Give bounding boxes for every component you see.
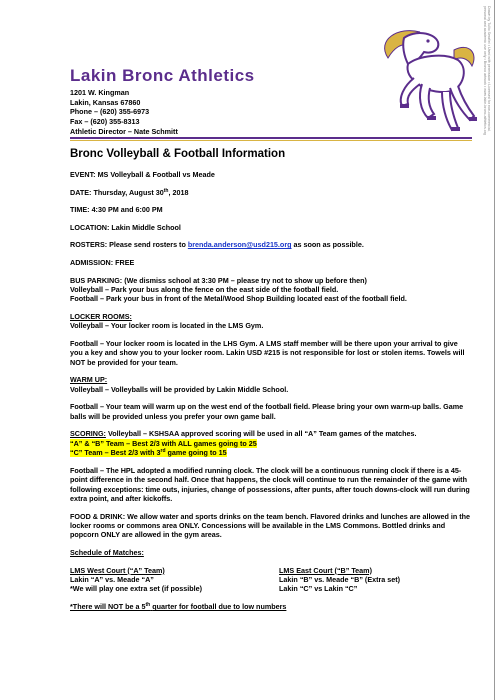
location-line: LOCATION: Lakin Middle School: [70, 222, 181, 232]
bus-parking-section: BUS PARKING: (We dismiss school at 3:30 PM – please try not to show up before then) Volleyball – Park your bus along the fence on the east side of the football field. Football – Park your bus in front of the Metal/Wood Shop Building located east of the football field.: [70, 275, 407, 304]
page-title: Lakin Bronc Athletics: [70, 66, 255, 85]
header-divider-accent: [70, 140, 472, 141]
address-line-2: Lakin, Kansas 67860: [70, 97, 141, 107]
date-line: DATE: Thursday, August 30th, 2018: [70, 187, 189, 197]
west-court-match: Lakin “A” vs. Meade “A”: [70, 575, 154, 584]
artwork-credit: Drawn by Tullio Serafini • Used with permission • Licensed for non-commercial, personal and academic use only • Bronco artwork • www.lakin-bronc-athletics.org: [483, 6, 491, 135]
scoring-highlight-ab: “A” & “B” Team – Best 2/3 with ALL games going to 25: [70, 438, 257, 448]
locker-rooms-section: LOCKER ROOMS: Volleyball – Your locker room is located in the LMS Gym.: [70, 311, 264, 331]
contact-block: [70, 88, 178, 137]
east-court-match-c: Lakin “C” vs Lakin “C”: [279, 584, 358, 594]
food-drink-section: FOOD & DRINK: We allow water and sports drinks on the team bench. Flavored drinks and lunches are allowed in the locker rooms or commons area ONLY. Concessions will be available in the LMS Commons. Bottled drinks and popcorn ONLY are allowed in the gym areas.: [70, 511, 471, 540]
document-heading: Bronc Volleyball & Football Information: [70, 148, 286, 160]
scoring-highlight-c: “C” Team – Best 2/3 with 3rd game going to 15: [70, 448, 227, 458]
east-court-match-b: Lakin “B” vs. Meade “B” (Extra set): [279, 575, 401, 584]
warm-up-section: WARM UP: Volleyball – Volleyballs will be provided by Lakin Middle School.: [70, 375, 289, 394]
east-court-title: LMS East Court (“B” Team): [279, 565, 372, 575]
time-line: TIME: 4:30 PM and 6:00 PM: [70, 205, 163, 215]
address-line-1: 1201 W. Kingman: [70, 88, 130, 97]
east-court-column: [279, 566, 472, 594]
schedule-columns: [70, 566, 472, 594]
header-divider: [70, 137, 472, 139]
admission-line: ADMISSION: FREE: [70, 257, 135, 267]
director-line: Athletic Director – Nate Schmitt: [70, 126, 178, 136]
scoring-section: SCORING: Volleyball – KSHSAA approved scoring will be used in all “A” Team games of the matches. “A” & “B” Team – Best 2/3 with ALL games going to 25 “C” Team – Best 2/3 with 3rd game going to 15: [70, 429, 417, 458]
football-clock-paragraph: Football – The HPL adopted a modified running clock. The clock will be a continuous running clock if there is a 45-point difference in the second half. Once that happens, the clock will continue to run the remainder of the game with following exceptions: time outs, injuries, change of possessions, after punts, after touch downs-clock will run during extra point, and after kickoffs.: [70, 465, 470, 503]
west-court-title: LMS West Court (“A” Team): [70, 565, 165, 575]
schedule-heading: Schedule of Matches:: [70, 548, 144, 557]
rosters-line: ROSTERS: Please send rosters to brenda.anderson@usd215.org as soon as possible.: [70, 240, 364, 250]
west-court-note: *We will play one extra set (if possible): [70, 584, 203, 594]
bucking-bronco-icon: [358, 20, 480, 134]
document-body: [70, 170, 472, 611]
phone-line: Phone – (620) 355-6973: [70, 107, 150, 117]
west-court-column: [70, 566, 263, 594]
fax-line: Fax – (620) 355-8313: [70, 117, 140, 127]
warm-up-football-paragraph: Football – Your team will warm up on the west end of the football field. Please bring your own warm-up balls. Game balls will be provided unless you prefer your own game ball.: [70, 402, 464, 421]
roster-email-link[interactable]: brenda.anderson@usd215.org: [187, 240, 292, 250]
event-line: EVENT: MS Volleyball & Football vs Meade: [70, 170, 215, 179]
locker-football-paragraph: Football – Your locker room is located in the LHS Gym. A LMS staff member will be there upon your arrival to give you a key and show you to your locker room. Lakin USD #215 is not responsible for lost or stolen items. Towels will NOT be provided for your team.: [70, 338, 465, 367]
footnote: *There will NOT be a 5th quarter for football due to low numbers: [70, 602, 287, 611]
